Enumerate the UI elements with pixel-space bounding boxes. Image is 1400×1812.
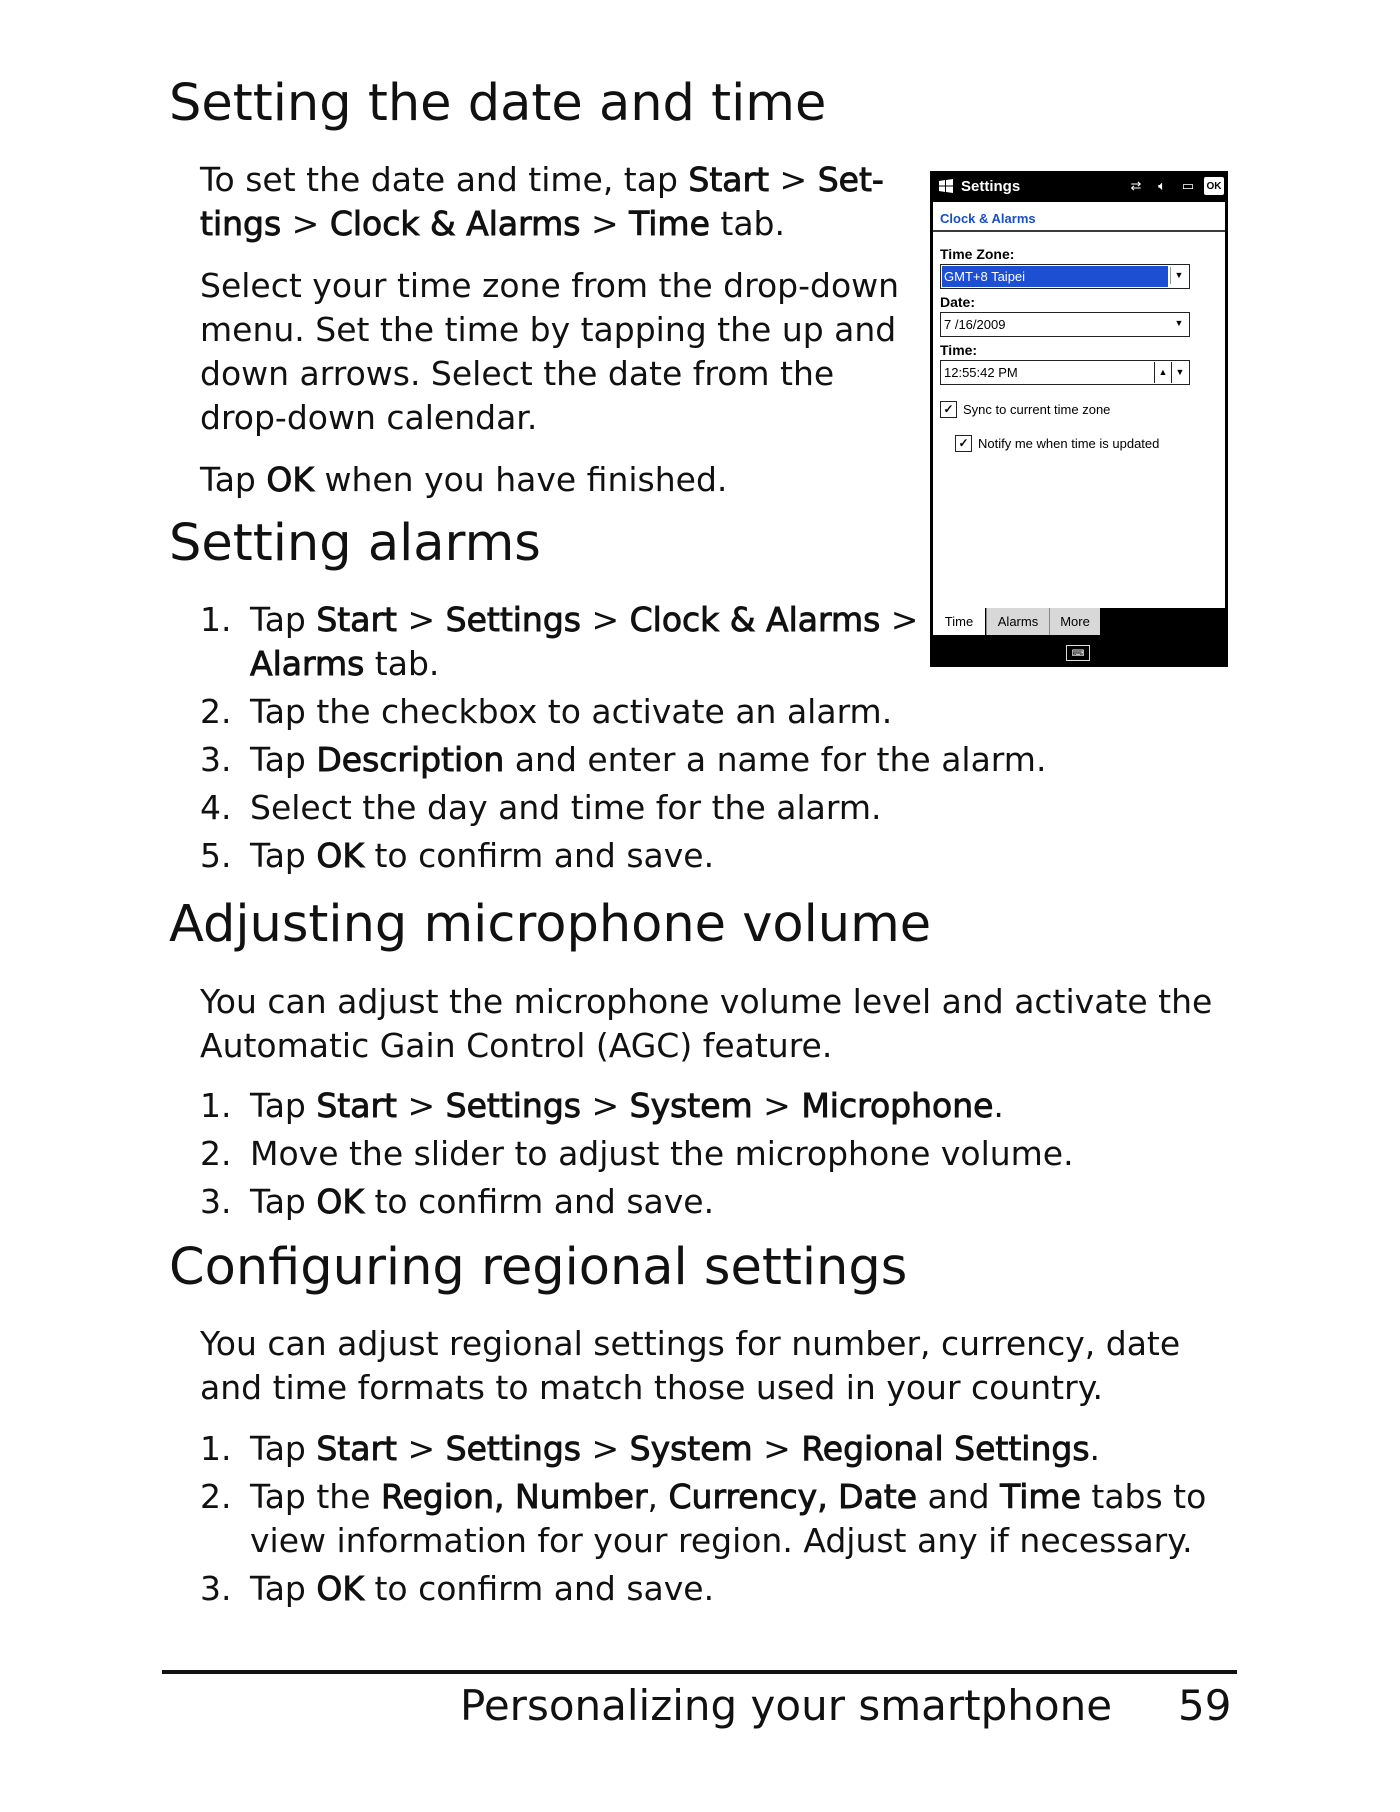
phone-divider [933,230,1225,232]
date-time-finish: Tap OK when you have finished. [200,460,728,499]
notify-label: Notify me when time is updated [978,436,1160,451]
regional-intro: You can adjust regional settings for number, currency, date and time formats to match those used in your country. [200,1324,1181,1407]
speaker-muted-icon: 🔈︎ [1158,178,1166,193]
list-item: 3. Tap OK to confirm and save. [200,1569,715,1608]
phone-title: Settings [961,178,1021,195]
chevron-down-icon: ▼ [1170,267,1187,284]
heading-regional: Configuring regional settings [169,1238,908,1297]
notify-checkbox[interactable] [955,435,1159,452]
date-label: Date: [940,294,976,310]
chevron-down-icon: ▼ [1174,318,1184,328]
footer-divider [162,1670,1237,1674]
list-item: 3. Tap Description and enter a name for the alarm. [200,740,1047,779]
time-zone-label: Time Zone: [940,246,1015,262]
signal-3g-icon: ⇄ [1130,178,1142,193]
time-input[interactable]: 12:55:42 PM ▲ ▼ [940,360,1190,385]
microphone-steps [200,1084,1220,1228]
list-item: 5. Tap OK to confirm and save. [200,836,715,875]
regional-steps [200,1427,1240,1615]
keyboard-icon[interactable]: ⌨ [1066,645,1090,661]
phone-screenshot [930,171,1228,667]
windows-logo-icon [938,178,954,194]
tab-time[interactable]: Time [933,608,985,635]
alarms-steps [200,598,1100,882]
footer-title: Personalizing your smartphone [460,1681,1113,1730]
date-time-instruction: To set the date and time, tap Start > Set- tings > Clock & Alarms > Time tab. [200,160,884,243]
time-zone-select[interactable]: GMT+8 Taipei ▼ [940,264,1190,289]
checkmark-icon: ✓ [955,435,972,452]
phone-ok-button[interactable]: OK [1204,177,1224,195]
phone-title-bar [930,171,1228,202]
date-time-paragraph: Select your time zone from the drop-down menu. Set the time by tapping the up and down arrows. Select the date from the drop-down calendar. [200,266,900,437]
list-item: 1. Tap Start > Settings > Clock & Alarms > Alarms tab. [200,600,919,683]
tab-more[interactable]: More [1049,608,1100,635]
list-item: 2. Tap the Region, Number, Currency, Date and Time tabs to view information for your region. Adjust any if necessary. [200,1477,1207,1560]
checkmark-icon: ✓ [940,401,957,418]
list-item: 2. Move the slider to adjust the microphone volume. [200,1134,1074,1173]
heading-date-time: Setting the date and time [169,74,827,133]
sync-label: Sync to current time zone [963,402,1111,417]
list-item: 2. Tap the checkbox to activate an alarm. [200,692,893,731]
list-item: 1. Tap Start > Settings > System > Regional Settings. [200,1429,1101,1468]
phone-subtitle: Clock & Alarms [940,211,1036,226]
sync-checkbox[interactable] [940,401,1110,418]
microphone-intro: You can adjust the microphone volume level and activate the Automatic Gain Control (AGC) feature. [200,982,1213,1065]
list-item: 3. Tap OK to confirm and save. [200,1182,715,1221]
time-spinner[interactable] [1154,362,1188,383]
phone-content [933,202,1225,608]
list-item: 4. Select the day and time for the alarm. [200,788,882,827]
list-item: 1. Tap Start > Settings > System > Microphone. [200,1086,1004,1125]
arrow-up-icon[interactable]: ▲ [1154,362,1171,383]
battery-icon: ▭ [1181,178,1195,193]
heading-microphone: Adjusting microphone volume [169,895,932,954]
heading-alarms: Setting alarms [169,514,541,573]
time-label: Time: [940,342,978,358]
arrow-down-icon[interactable]: ▼ [1171,362,1188,383]
page-number: 59 [1178,1681,1232,1730]
tab-alarms[interactable]: Alarms [986,608,1049,635]
date-picker[interactable]: 7 /16/2009 ▼ [940,312,1190,337]
